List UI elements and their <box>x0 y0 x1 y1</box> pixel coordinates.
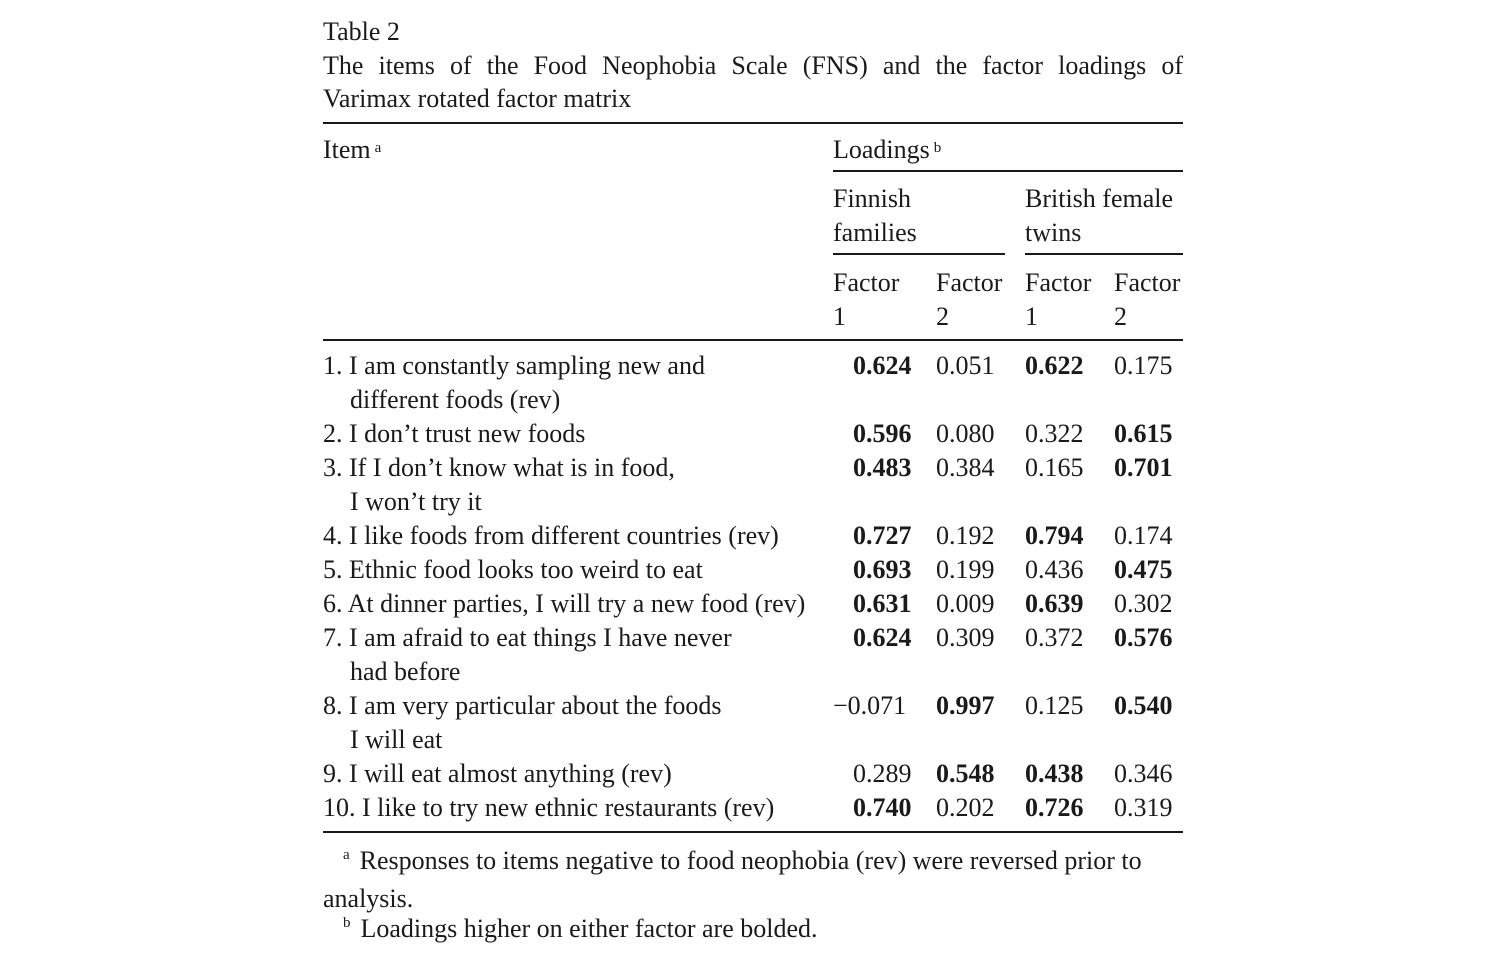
loading-value: 0.192 <box>936 521 995 550</box>
loading-value: 0.624 <box>853 351 912 380</box>
top-rule <box>323 122 1183 124</box>
loading-value: 0.165 <box>1025 453 1084 482</box>
loading-value: 0.639 <box>1025 589 1084 618</box>
loading-value: 0.009 <box>936 589 995 618</box>
table-row <box>323 587 805 621</box>
loading-value: 0.740 <box>853 793 912 822</box>
loading-value: 0.080 <box>936 419 995 448</box>
factor-header-3: Factor <box>1025 268 1092 297</box>
loading-value: 0.051 <box>936 351 995 380</box>
factor-number-3: 1 <box>1025 302 1038 331</box>
table-row <box>323 791 774 825</box>
item-label: 7. I am afraid to eat things I have never <box>323 623 732 652</box>
item-label: 2. I don’t trust new foods <box>323 419 586 448</box>
loading-value: 0.322 <box>1025 419 1084 448</box>
factor-number-1: 1 <box>833 302 846 331</box>
loading-value: 0.727 <box>853 521 912 550</box>
loading-value: 0.693 <box>853 555 912 584</box>
loading-value: 0.615 <box>1114 419 1173 448</box>
loading-value: 0.174 <box>1114 521 1173 550</box>
loading-value: 0.548 <box>936 759 995 788</box>
item-label: 3. If I don’t know what is in food, <box>323 453 675 482</box>
item-label-cont: had before <box>350 657 461 686</box>
loading-value: 0.319 <box>1114 793 1173 822</box>
loading-value: 0.701 <box>1114 453 1173 482</box>
loading-value: 0.438 <box>1025 759 1084 788</box>
table-block <box>323 16 1183 115</box>
loading-value: 0.372 <box>1025 623 1084 652</box>
item-label: 4. I like foods from different countries (rev) <box>323 521 779 550</box>
footnote-a-text: Responses to items negative to food neophobia (rev) were reversed prior to <box>359 846 1142 875</box>
loadings-footnote-mark: b <box>933 140 942 156</box>
item-label-cont: different foods (rev) <box>350 385 561 414</box>
loading-value: 0.346 <box>1114 759 1173 788</box>
loading-value: 0.202 <box>936 793 995 822</box>
loading-value: 0.794 <box>1025 521 1084 550</box>
loading-value: 0.596 <box>853 419 912 448</box>
loading-value: 0.997 <box>936 691 995 720</box>
item-label: 8. I am very particular about the foods <box>323 691 722 720</box>
item-label-cont: I will eat <box>350 725 443 754</box>
footnote-b <box>323 912 1183 950</box>
table-row <box>323 689 722 757</box>
item-label-cont: I won’t try it <box>350 487 482 516</box>
table-caption <box>323 49 1183 115</box>
group-british-line2: twins <box>1025 218 1082 247</box>
loading-value: 0.624 <box>853 623 912 652</box>
group-finnish-line2: families <box>833 218 917 247</box>
loadings-rule <box>833 170 1183 172</box>
loading-value: 0.540 <box>1114 691 1173 720</box>
group-british-line1: British female <box>1025 184 1174 213</box>
table-row <box>323 417 585 451</box>
loadings-header-text: Loadings <box>833 135 930 164</box>
factor-number-2: 2 <box>936 302 949 331</box>
loading-value: −0.071 <box>833 691 907 720</box>
table-row <box>323 349 705 417</box>
table-row <box>323 757 672 791</box>
loading-value: 0.483 <box>853 453 912 482</box>
footnote-a-mark: a <box>343 847 350 863</box>
loading-value: 0.289 <box>853 759 912 788</box>
table-row <box>323 621 732 689</box>
finnish-rule <box>833 253 1005 255</box>
item-label: 5. Ethnic food looks too weird to eat <box>323 555 703 584</box>
footnote-b-mark: b <box>343 915 351 931</box>
item-label: 10. I like to try new ethnic restaurants (rev) <box>323 793 775 822</box>
item-label: 9. I will eat almost anything (rev) <box>323 759 672 788</box>
british-rule <box>1025 253 1183 255</box>
header-bottom-rule <box>323 339 1183 341</box>
factor-header-4: Factor <box>1114 268 1181 297</box>
table-caption-line1: The items of the Food Neophobia Scale (FNS) and the factor loadings of <box>323 51 1183 80</box>
factor-header-2: Factor <box>936 268 1003 297</box>
item-header <box>323 133 381 167</box>
table-row <box>323 451 675 519</box>
loading-value: 0.475 <box>1114 555 1173 584</box>
loading-value: 0.576 <box>1114 623 1173 652</box>
group-finnish-line1: Finnish <box>833 184 912 213</box>
loadings-header <box>833 133 941 167</box>
footnote-a-cont: analysis. <box>323 884 414 913</box>
table-bottom-rule <box>323 831 1183 833</box>
loading-value: 0.125 <box>1025 691 1084 720</box>
table-row <box>323 519 779 553</box>
loading-value: 0.302 <box>1114 589 1173 618</box>
footnote-b-text: Loadings higher on either factor are bolded. <box>360 914 818 943</box>
loading-value: 0.631 <box>853 589 912 618</box>
item-header-text: Item <box>323 135 371 164</box>
item-label: 1. I am constantly sampling new and <box>323 351 705 380</box>
factor-number-4: 2 <box>1114 302 1127 331</box>
loading-value: 0.175 <box>1114 351 1173 380</box>
loading-value: 0.384 <box>936 453 995 482</box>
table-row <box>323 553 703 587</box>
item-footnote-mark: a <box>374 140 382 156</box>
table-label: Table 2 <box>323 17 400 46</box>
loading-value: 0.309 <box>936 623 995 652</box>
item-label: 6. At dinner parties, I will try a new food (rev) <box>323 589 806 618</box>
loading-value: 0.622 <box>1025 351 1084 380</box>
loading-value: 0.199 <box>936 555 995 584</box>
table-caption-line2: Varimax rotated factor matrix <box>323 84 632 113</box>
footnote-a <box>323 844 1183 916</box>
factor-header-1: Factor <box>833 268 900 297</box>
loading-value: 0.726 <box>1025 793 1084 822</box>
loading-value: 0.436 <box>1025 555 1084 584</box>
